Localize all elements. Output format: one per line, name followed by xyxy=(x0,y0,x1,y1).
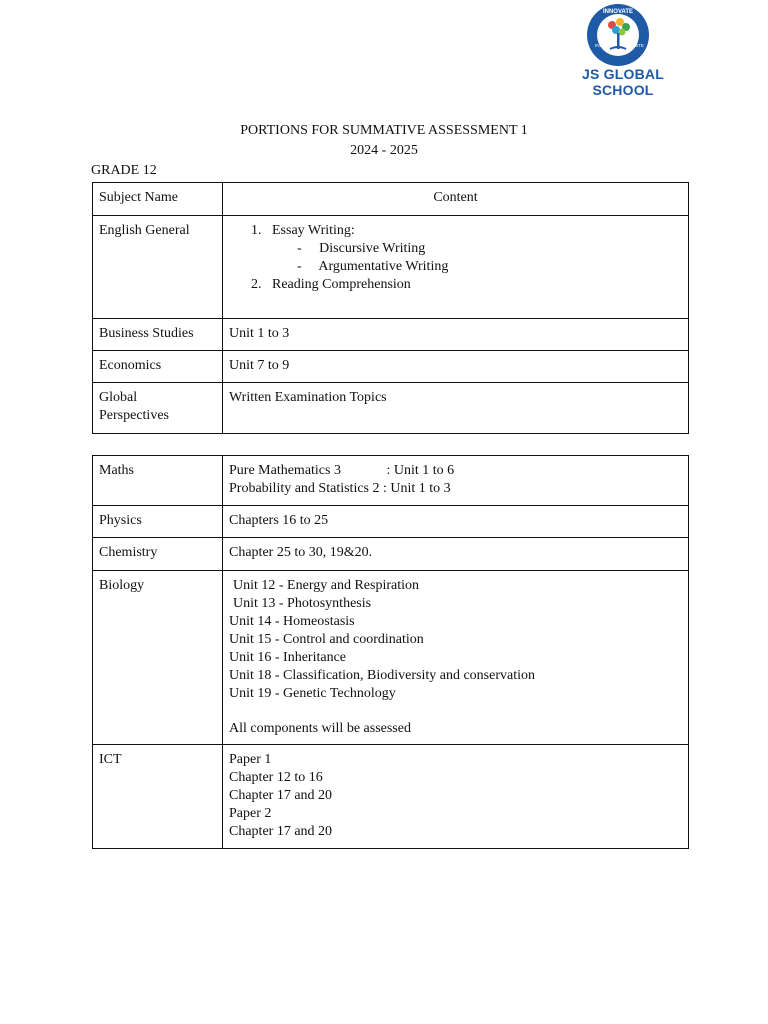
list-item: Unit 12 - Energy and Respiration xyxy=(233,578,419,593)
academic-year: 2024 - 2025 xyxy=(350,143,418,158)
subject-cell xyxy=(93,383,223,434)
content-cell: Unit 7 to 9 xyxy=(223,351,689,383)
list-item: Paper 2 xyxy=(229,806,272,821)
table-row xyxy=(93,351,689,383)
table-row xyxy=(93,571,689,745)
subject-line: Global xyxy=(99,390,138,405)
table-row xyxy=(93,216,689,319)
table-header-row xyxy=(93,183,689,216)
table-row xyxy=(93,319,689,351)
subject-line: Perspectives xyxy=(99,408,169,423)
subject-cell: Economics xyxy=(93,351,223,383)
portions-table-2 xyxy=(92,455,689,849)
grade-label: GRADE 12 xyxy=(91,163,157,178)
subject-cell: Biology xyxy=(93,571,223,745)
logo-ring-left: INSPIRE xyxy=(595,43,614,48)
header-subject: Subject Name xyxy=(93,183,223,216)
content-cell xyxy=(223,571,689,745)
assessment-note: All components will be assessed xyxy=(229,721,411,736)
subject-cell: English General xyxy=(93,216,223,319)
subject-cell: Physics xyxy=(93,506,223,538)
list-item: Chapter 17 and 20 xyxy=(229,788,333,803)
content-cell: Written Examination Topics xyxy=(223,383,689,434)
list-item: Unit 19 - Genetic Technology xyxy=(229,686,396,701)
subject-cell: Maths xyxy=(93,456,223,506)
content-cell: Chapters 16 to 25 xyxy=(223,506,689,538)
table-row xyxy=(93,456,689,506)
page-title: PORTIONS FOR SUMMATIVE ASSESSMENT 1 xyxy=(240,123,528,138)
school-emblem-icon xyxy=(582,3,662,67)
header-content: Content xyxy=(223,183,689,216)
content-cell: Unit 1 to 3 xyxy=(223,319,689,351)
content-cell xyxy=(223,456,689,506)
list-item: 2. Reading Comprehension xyxy=(251,277,411,292)
spacer xyxy=(229,703,682,720)
content-line: Probability and Statistics 2 : Unit 1 to 3 xyxy=(229,481,451,496)
table-row xyxy=(93,506,689,538)
list-item: - Argumentative Writing xyxy=(297,259,449,274)
table-row xyxy=(93,538,689,571)
content-cell: Chapter 25 to 30, 19&20. xyxy=(223,538,689,571)
table-row xyxy=(93,383,689,434)
list-item: Unit 15 - Control and coordination xyxy=(229,632,424,647)
list-item: 1. Essay Writing: xyxy=(251,223,355,238)
logo-name-line1: JS GLOBAL xyxy=(582,66,664,82)
subject-cell: ICT xyxy=(93,745,223,849)
logo-name-line2: SCHOOL xyxy=(592,82,654,98)
list-item: Unit 13 - Photosynthesis xyxy=(233,596,372,611)
school-logo xyxy=(578,3,668,97)
list-item: Chapter 12 to 16 xyxy=(229,770,323,785)
list-item: Unit 16 - Inheritance xyxy=(229,650,347,665)
list-item: Unit 18 - Classification, Biodiversity and conservation xyxy=(229,668,536,683)
portions-table-1 xyxy=(92,182,689,434)
subject-cell: Business Studies xyxy=(93,319,223,351)
logo-ring-top: INNOVATE xyxy=(602,9,634,15)
list-item: - Discursive Writing xyxy=(297,241,426,256)
content-line: Pure Mathematics 3 : Unit 1 to 6 xyxy=(229,463,455,478)
content-cell xyxy=(223,216,689,319)
table-row xyxy=(93,745,689,849)
list-item: Chapter 17 and 20 xyxy=(229,824,333,839)
logo-ring-right: IGNITE xyxy=(629,43,645,48)
content-cell xyxy=(223,745,689,849)
subject-cell: Chemistry xyxy=(93,538,223,571)
list-item: Paper 1 xyxy=(229,752,272,767)
list-item: Unit 14 - Homeostasis xyxy=(229,614,355,629)
